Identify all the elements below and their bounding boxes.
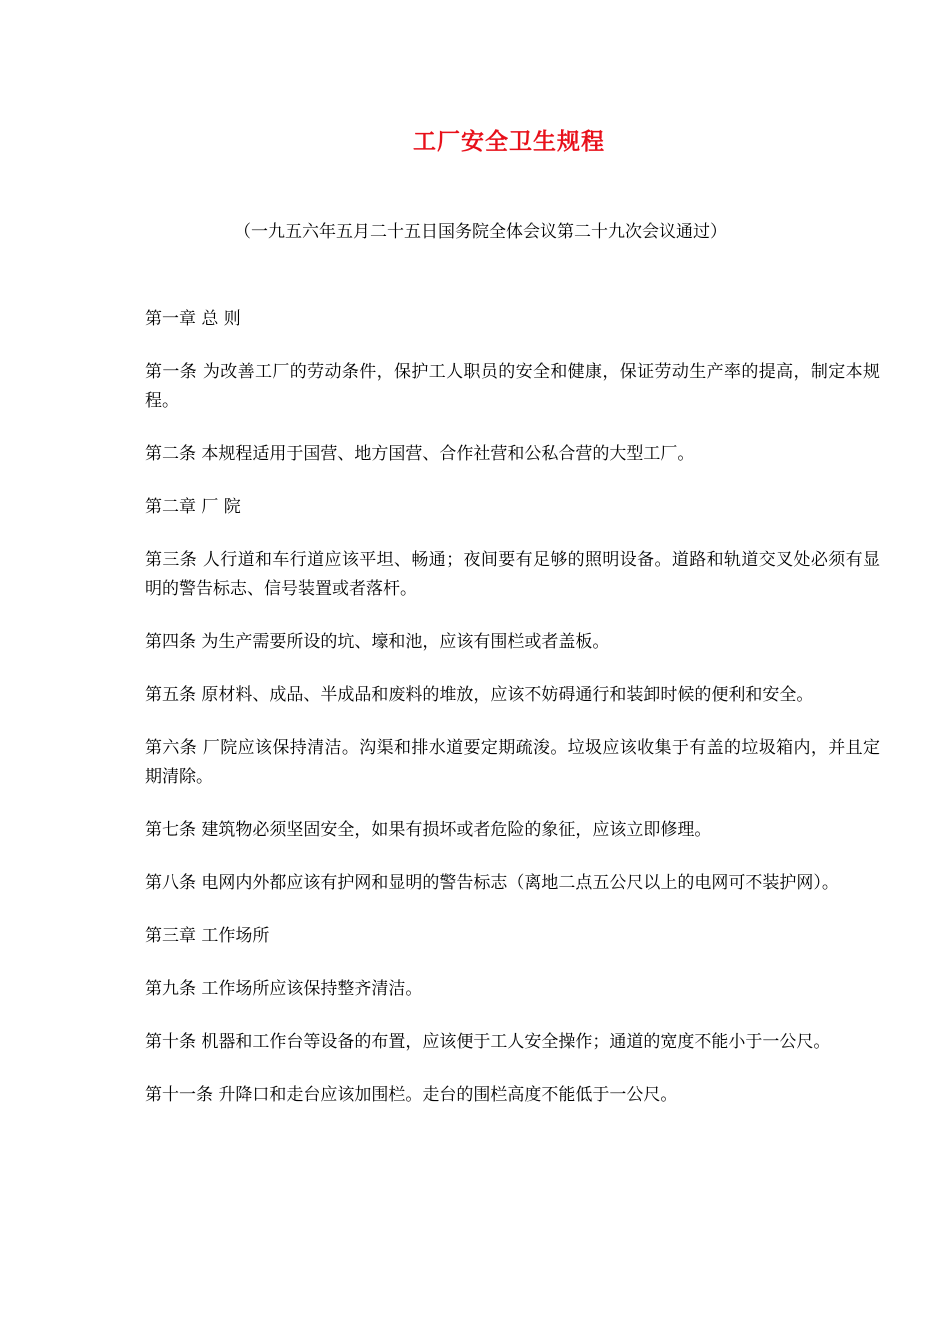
chapter-heading: 第二章 厂 院 [145,497,241,517]
article-paragraph: 第九条 工作场所应该保持整齐清洁。 [145,979,423,999]
article-paragraph: 第四条 为生产需要所设的坑、壕和池，应该有围栏或者盖板。 [145,632,610,652]
article-paragraph: 第一条 为改善工厂的劳动条件，保护工人职员的安全和健康，保证劳动生产率的提高，制定本规程。 [145,362,880,411]
article-paragraph: 第十一条 升降口和走台应该加围栏。走台的围栏高度不能低于一公尺。 [145,1085,678,1105]
chapter-heading: 第三章 工作场所 [145,926,270,946]
chapter-heading: 第一章 总 则 [145,309,241,329]
document-subtitle: （一九五六年五月二十五日国务院全体会议第二十九次会议通过） [234,222,727,242]
document-title: 工厂安全卫生规程 [413,128,605,155]
article-paragraph: 第六条 厂院应该保持清洁。沟渠和排水道要定期疏浚。垃圾应该收集于有盖的垃圾箱内，并且定期清除。 [145,738,880,787]
article-paragraph: 第二条 本规程适用于国营、地方国营、合作社营和公私合营的大型工厂。 [145,444,695,464]
article-paragraph: 第八条 电网内外都应该有护网和显明的警告标志（离地二点五公尺以上的电网可不装护网）。 [145,873,839,893]
article-paragraph: 第十条 机器和工作台等设备的布置，应该便于工人安全操作；通道的宽度不能小于一公尺。 [145,1032,831,1052]
article-paragraph: 第七条 建筑物必须坚固安全，如果有损坏或者危险的象征，应该立即修理。 [145,820,712,840]
article-paragraph: 第三条 人行道和车行道应该平坦、畅通；夜间要有足够的照明设备。道路和轨道交叉处必须有显明的警告标志、信号装置或者落杆。 [145,550,880,599]
document-body [145,305,880,1110]
article-paragraph: 第五条 原材料、成品、半成品和废料的堆放，应该不妨碍通行和装卸时候的便利和安全。 [145,685,814,705]
